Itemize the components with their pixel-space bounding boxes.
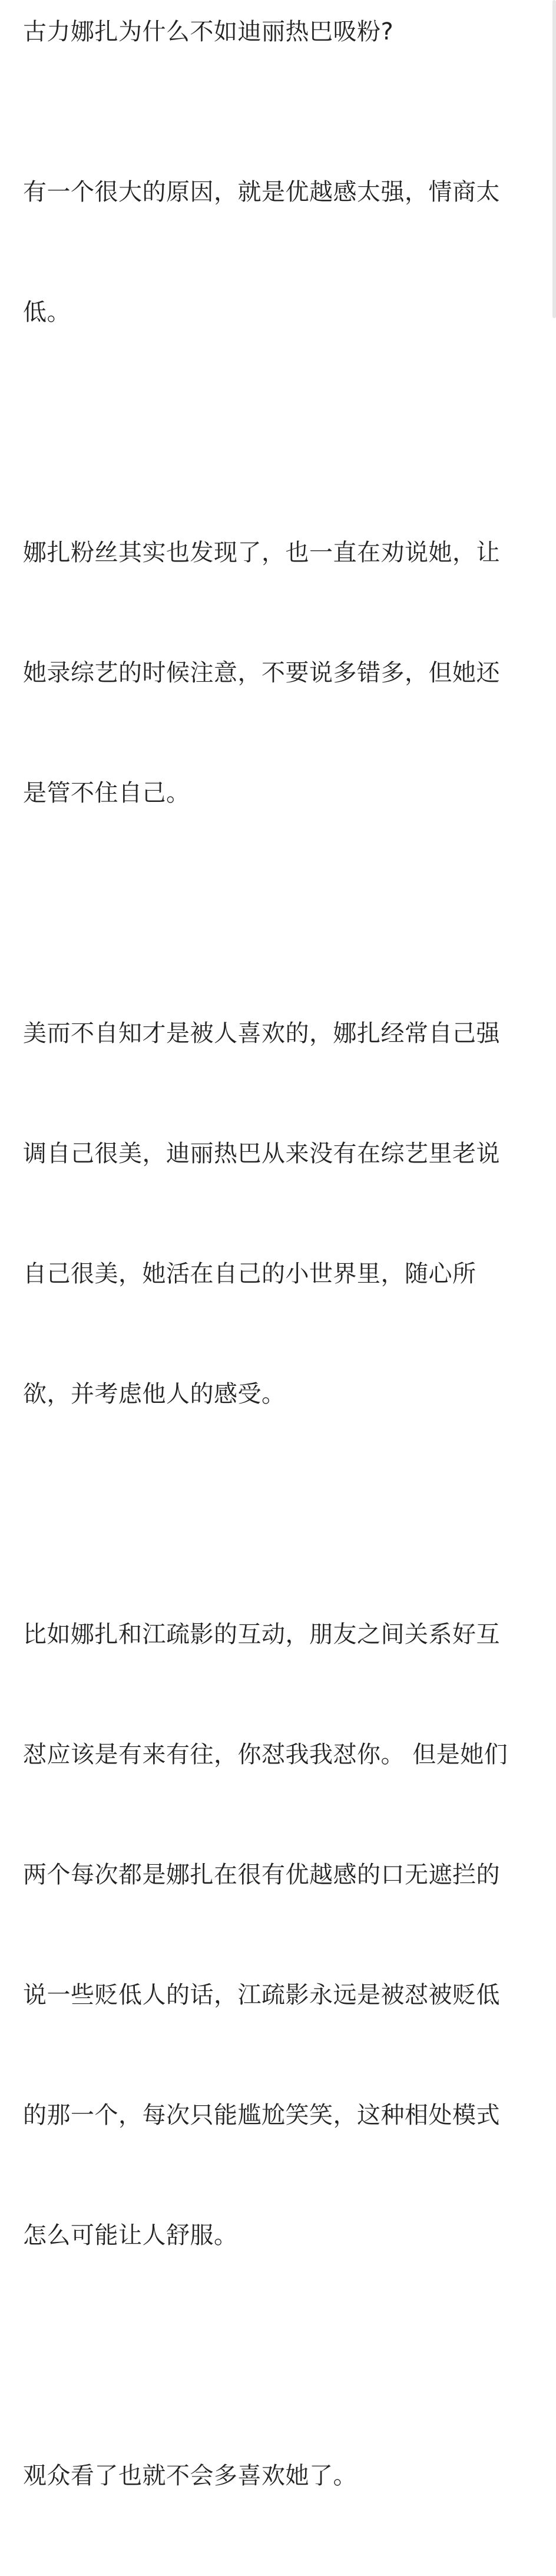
text-line: 娜扎粉丝其实也发现了，也一直在劝说她，让 — [23, 539, 500, 566]
paragraph-3 — [23, 933, 529, 1494]
paragraph-2 — [23, 453, 529, 893]
text-line: 是管不住自己。 — [23, 780, 190, 807]
text-line: 美而不自知才是被人喜欢的，娜扎经常自己强 — [23, 1020, 500, 1047]
text-line: 怼应该是有来有往，你怼我我怼你。 但是她们 — [23, 1741, 508, 1768]
paragraph-gap — [23, 893, 529, 933]
paragraph-gap — [23, 412, 529, 453]
paragraph-gap — [23, 2336, 529, 2376]
text-line: 两个每次都是娜扎在很有优越感的口无遮拦的 — [23, 1861, 500, 1888]
text-line: 低。 — [23, 299, 71, 326]
text-line: 有一个很大的原因，就是优越感太强，情商太 — [23, 179, 500, 206]
text-line: 说一些贬低人的话，江疏影永远是被怼被贬低 — [23, 1981, 500, 2009]
scrollbar[interactable] — [552, 0, 556, 318]
post-title — [23, 12, 529, 52]
text-line: 她录综艺的时候注意，不要说多错多，但她还 — [23, 659, 500, 686]
text-line: 的那一个，每次只能尴尬笑笑，这种相处模式 — [23, 2102, 500, 2129]
text-line: 比如娜扎和江疏影的互动，朋友之间关系好互 — [23, 1621, 500, 1648]
text-line: 观众看了也就不会多喜欢她了。 — [23, 2462, 357, 2489]
paragraph-gap — [23, 52, 529, 92]
text-line: 欲，并考虑他人的感受。 — [23, 1381, 286, 1408]
watermark-overlay — [228, 854, 322, 876]
text-line: 怎么可能让人舒服。 — [23, 2222, 238, 2249]
text-line: 调自己很美，迪丽热巴从来没有在综艺里老说 — [23, 1140, 500, 1167]
article-content — [23, 12, 529, 2576]
paragraph-gap — [23, 1494, 529, 1534]
text-line: 自己很美，她活在自己的小世界里，随心所 — [23, 1260, 476, 1287]
title-line: 古力娜扎为什么不如迪丽热巴吸粉? — [23, 18, 394, 45]
paragraph-5 — [23, 2376, 529, 2576]
paragraph-1 — [23, 92, 529, 412]
paragraph-4 — [23, 1534, 529, 2336]
